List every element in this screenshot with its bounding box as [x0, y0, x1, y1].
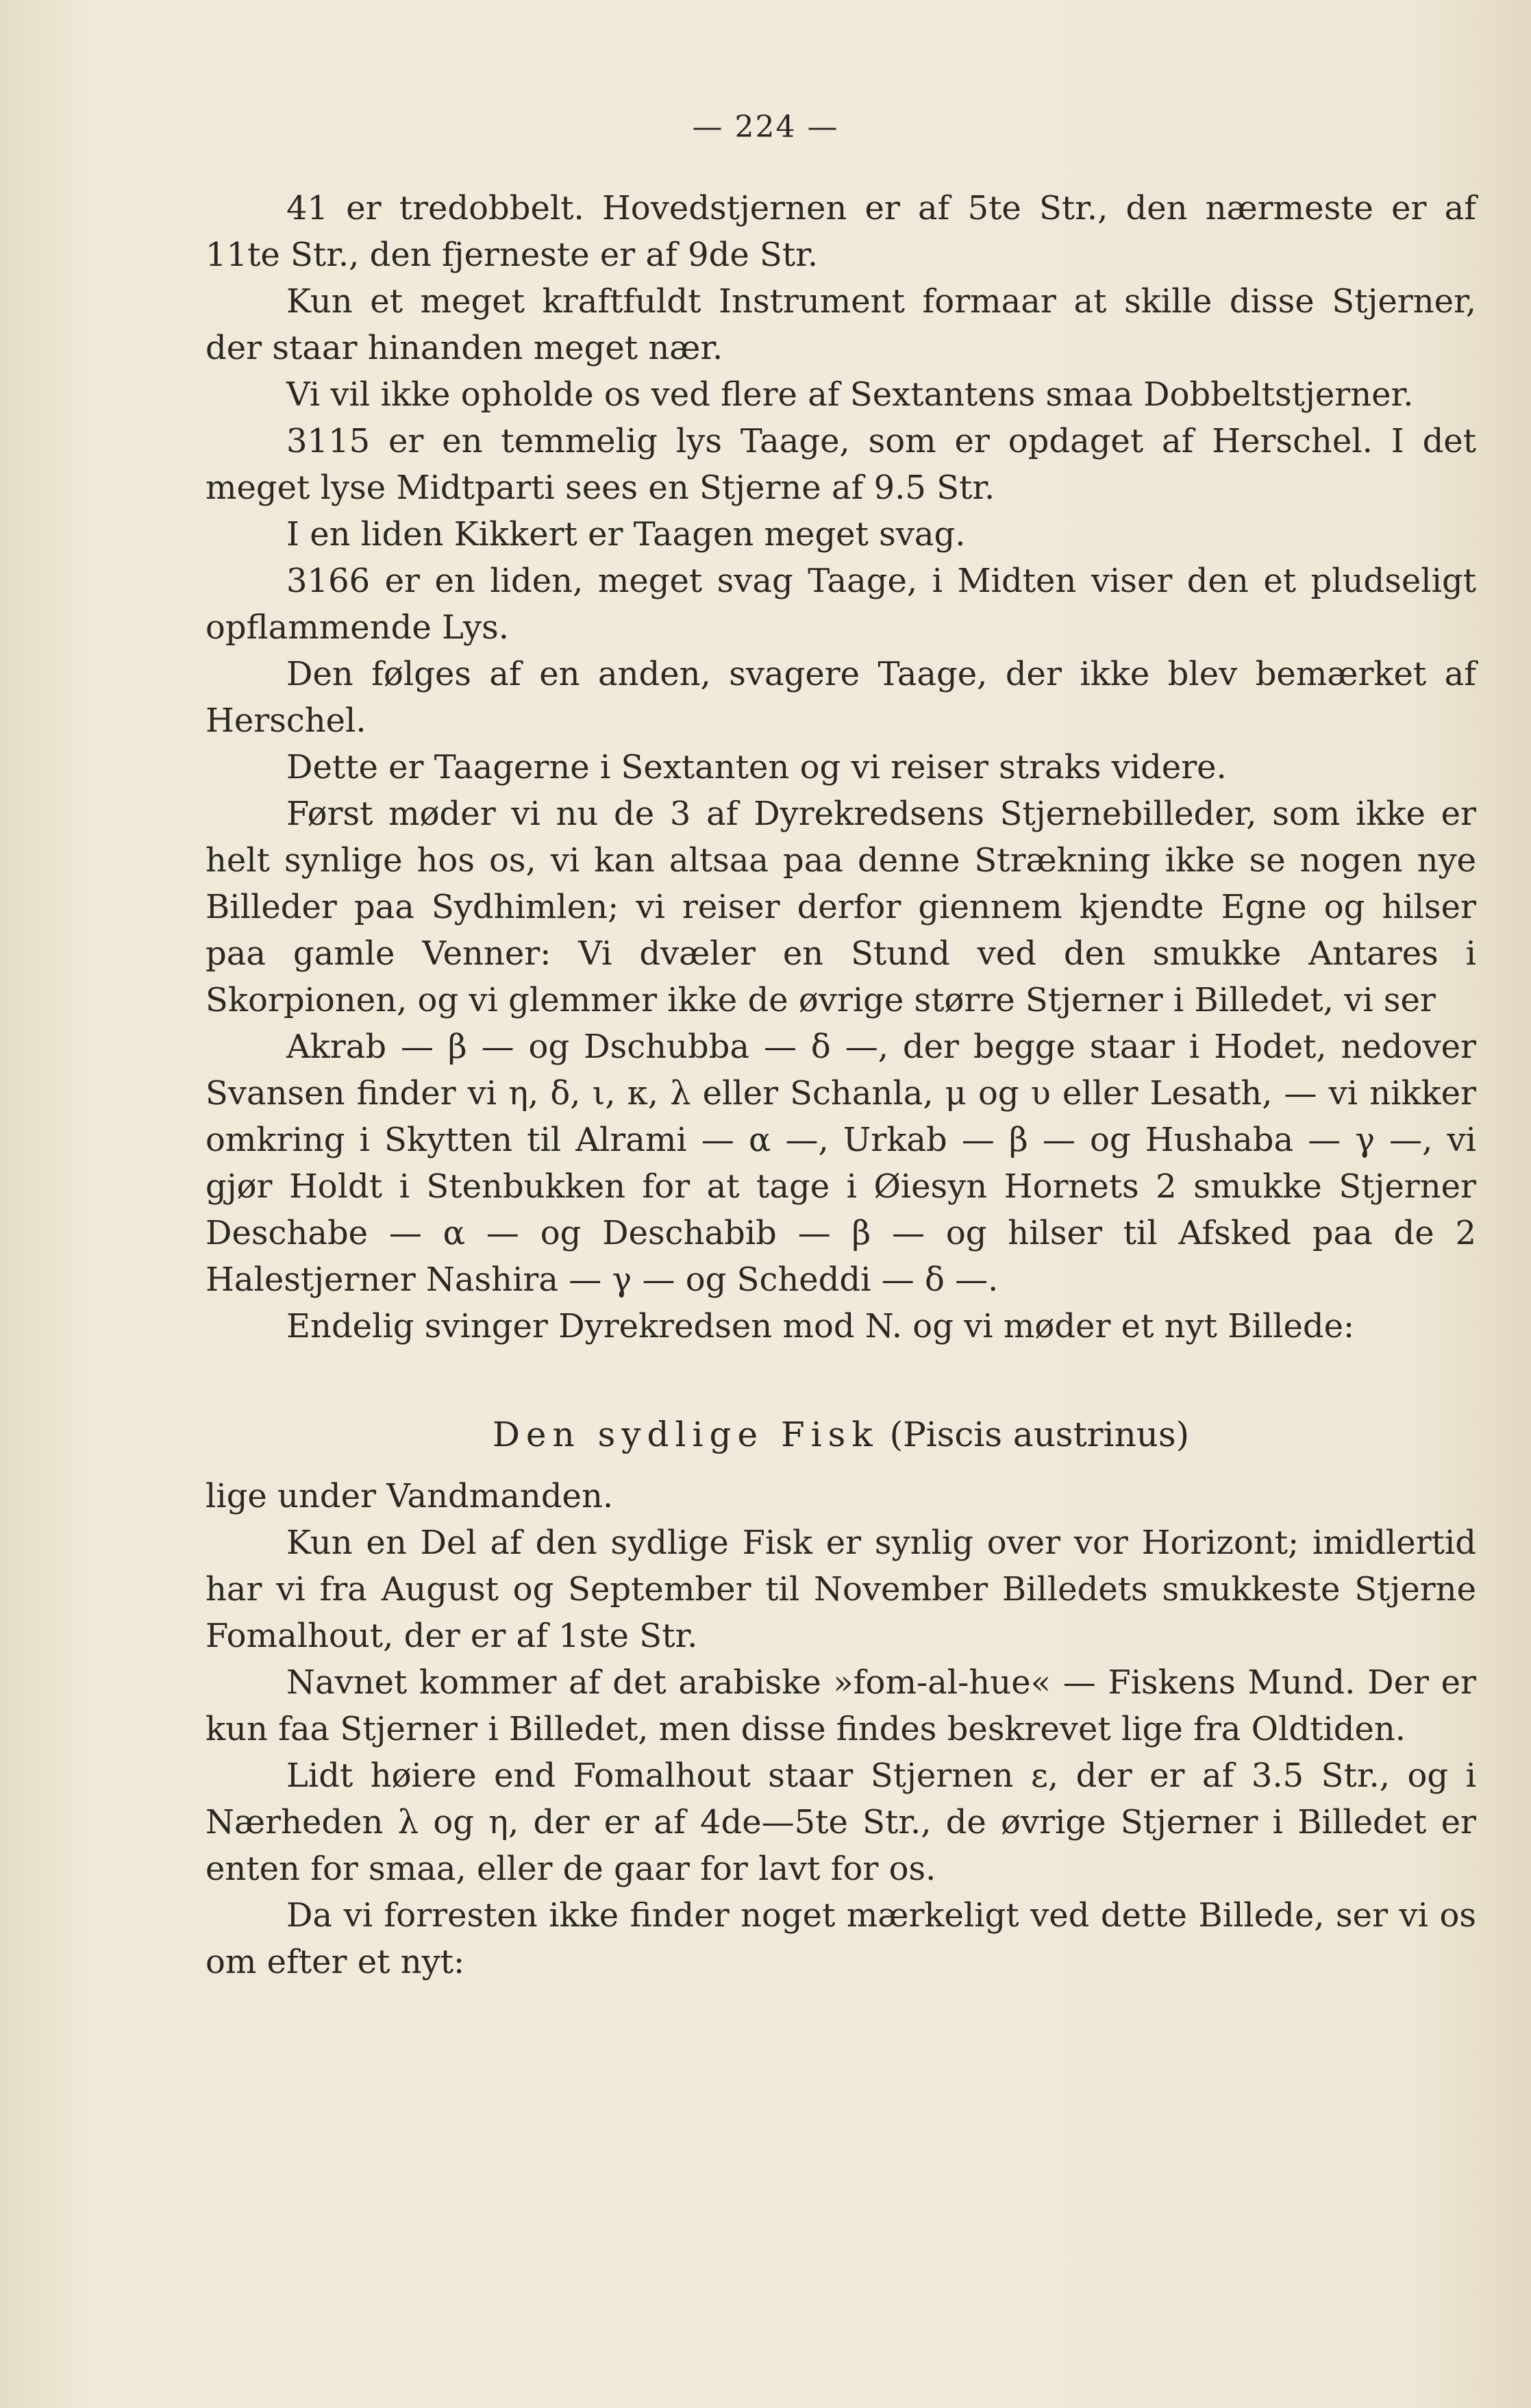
paragraph: Vi vil ikke opholde os ved flere af Sextantens smaa Dobbeltstjerner. — [286, 375, 1414, 414]
paragraph: Den følges af en anden, svagere Taage, der ikke blev bemærket af Herschel. — [206, 655, 1476, 740]
paragraph: I en liden Kikkert er Taagen meget svag. — [286, 515, 966, 554]
paragraph: Kun et meget kraftfuldt Instrument formaar at skille disse Stjerner, der staar hinanden meget nær. — [206, 282, 1476, 367]
paragraph: Dette er Taagerne i Sextanten og vi reiser straks videre. — [286, 748, 1227, 786]
paragraph: Først møder vi nu de 3 af Dyrekredsens Stjernebilleder, som ikke er helt synlige hos os, vi kan altsaa paa denne Strækning ikke se nogen nye Billeder paa Sydhimlen; vi reiser derfor giennem kjendte Egne og hilser paa gamle Venner: Vi dvæler en Stund ved den smukke Antares i Skorpionen, og vi glemmer ikke de øvrige større Stjerner i Billedet, vi ser — [206, 795, 1476, 1019]
paragraph: Akrab — β — og Dschubba — δ —, der begge staar i Hodet, nedover Svansen finder vi η, δ, ι, κ, λ eller Schanla, μ og υ eller Lesath, — vi nikker omkring i Skytten til Alrami — α —, Urkab — β — og Hushaba — γ —, vi gjør Holdt i Stenbukken for at tage i Øiesyn Hornets 2 smukke Stjerner Deschabe — α — og Deschabib — β — og hilser til Afsked paa de 2 Halestjerner Nashira — γ — og Scheddi — δ —. — [206, 1028, 1476, 1299]
heading-latin: (Piscis austrinus) — [889, 1415, 1190, 1454]
page-body — [206, 185, 1476, 1985]
page-number: — 224 — — [692, 110, 839, 145]
paragraph: Navnet kommer af det arabiske »fom-al-hue« — Fiskens Mund. Der er kun faa Stjerner i Billedet, men disse findes beskrevet lige fra Oldtiden. — [206, 1663, 1476, 1748]
paragraph: 3166 er en liden, meget svag Taage, i Midten viser den et pludseligt opflammende Lys. — [206, 562, 1476, 647]
paragraph: Endelig svinger Dyrekredsen mod N. og vi møder et nyt Billede: — [286, 1307, 1355, 1345]
section-heading — [206, 1410, 1476, 1459]
paragraph: Da vi forresten ikke finder noget mærkeligt ved dette Billede, ser vi os om efter et nyt: — [206, 1896, 1476, 1981]
paragraph: 41 er tredobbelt. Hovedstjernen er af 5te Str., den nærmeste er af 11te Str., den fjerneste er af 9de Str. — [206, 189, 1476, 274]
paragraph: 3115 er en temmelig lys Taage, som er opdaget af Herschel. I det meget lyse Midtparti sees en Stjerne af 9.5 Str. — [206, 422, 1476, 507]
paragraph: Kun en Del af den sydlige Fisk er synlig over vor Horizont; imidlertid har vi fra August og September til November Billedets smukkeste Stjerne Fomalhout, der er af 1ste Str. — [206, 1524, 1476, 1655]
heading-name: Den sydlige Fisk — [492, 1415, 879, 1454]
paragraph: Lidt høiere end Fomalhout staar Stjernen ε, der er af 3.5 Str., og i Nærheden λ og η, der er af 4de—5te Str., de øvrige Stjerner i Billedet er enten for smaa, eller de gaar for lavt for os. — [206, 1757, 1476, 1888]
paragraph: lige under Vandmanden. — [206, 1477, 614, 1515]
